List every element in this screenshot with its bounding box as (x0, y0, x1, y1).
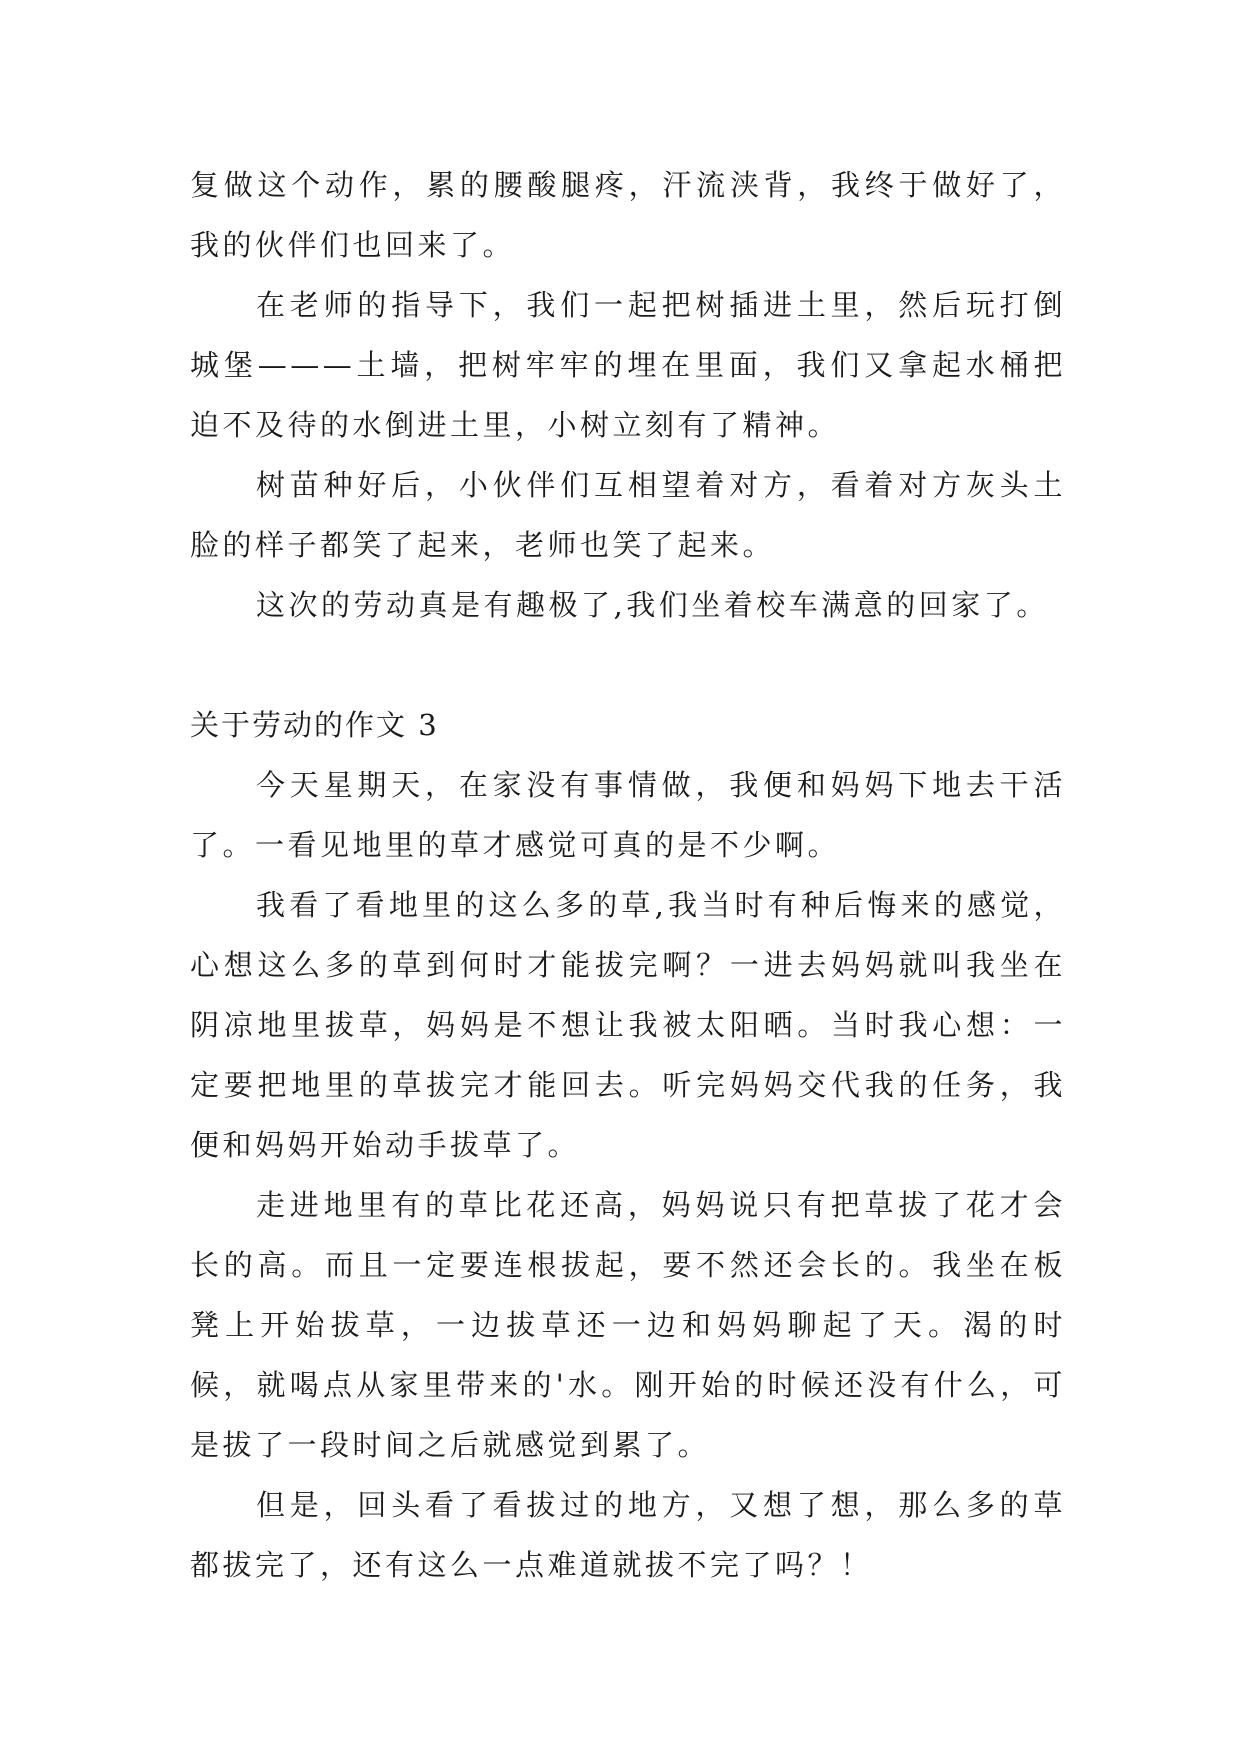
paragraph-continued: 复做这个动作，累的腰酸腿疼，汗流浃背，我终于做好了，我的伙伴们也回来了。 (190, 168, 1066, 262)
paragraph: 树苗种好后，小伙伴们互相望着对方，看着对方灰头土脸的样子都笑了起来，老师也笑了起来。 (190, 468, 1066, 562)
paragraph: 这次的劳动真是有趣极了,我们坐着校车满意的回家了。 (256, 588, 1049, 622)
document-body (190, 155, 1066, 1595)
paragraph: 我看了看地里的这么多的草,我当时有种后悔来的感觉，心想这么多的草到何时才能拔完啊？一进去妈妈就叫我坐在阴凉地里拔草，妈妈是不想让我被太阳晒。当时我心想：一定要把地里的草拔完才能回去。听完妈妈交代我的任务，我便和妈妈开始动手拔草了。 (190, 888, 1066, 1162)
paragraph: 走进地里有的草比花还高，妈妈说只有把草拔了花才会长的高。而且一定要连根拔起，要不然还会长的。我坐在板凳上开始拔草，一边拔草还一边和妈妈聊起了天。渴的时候，就喝点从家里带来的'水。刚开始的时候还没有什么，可是拔了一段时间之后就感觉到累了。 (190, 1188, 1066, 1462)
paragraph: 今天星期天，在家没有事情做，我便和妈妈下地去干活了。一看见地里的草才感觉可真的是不少啊。 (190, 768, 1066, 862)
paragraph: 在老师的指导下，我们一起把树插进土里，然后玩打倒城堡———土墙，把树牢牢的埋在里面，我们又拿起水桶把迫不及待的水倒进土里，小树立刻有了精神。 (190, 288, 1066, 442)
paragraph: 但是，回头看了看拔过的地方，又想了想，那么多的草都拔完了，还有这么一点难道就拔不完了吗？！ (190, 1488, 1066, 1582)
section-title: 关于劳动的作文 3 (190, 708, 439, 742)
